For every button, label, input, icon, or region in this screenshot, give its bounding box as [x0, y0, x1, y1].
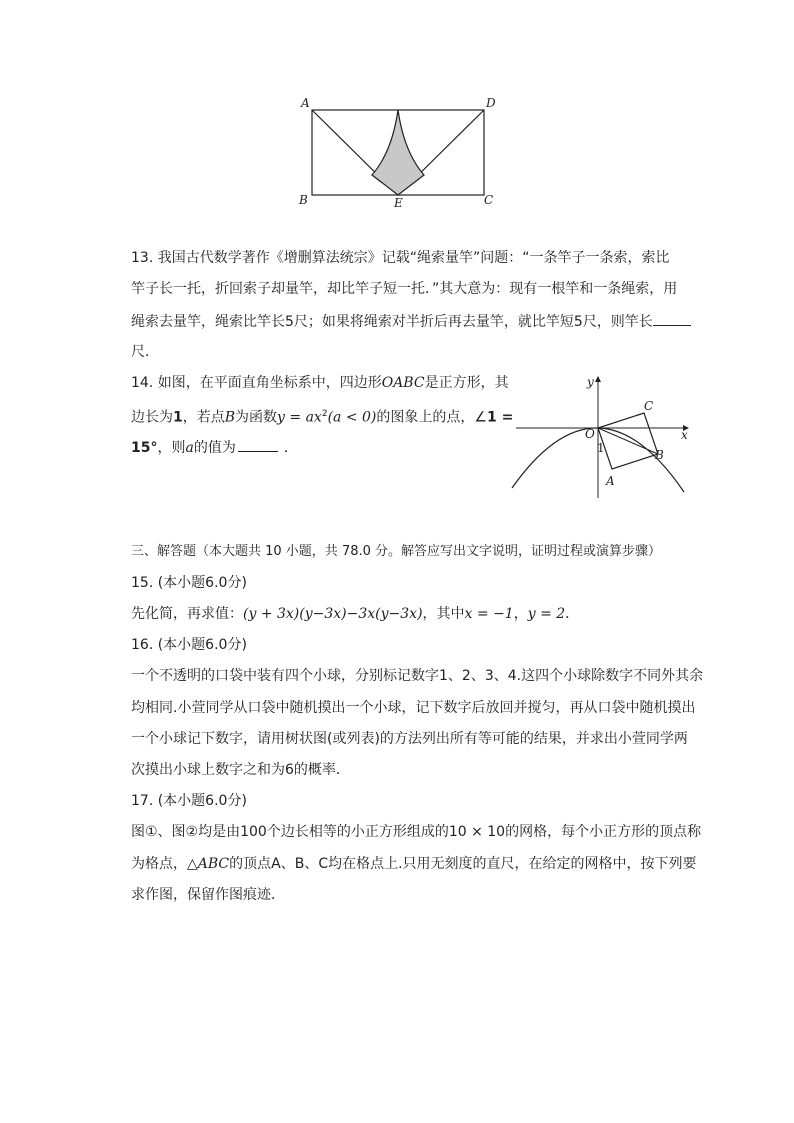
label-b: B: [299, 193, 308, 207]
q15-x-value: x = −1: [464, 606, 514, 622]
q14-function: y = ax: [277, 409, 322, 426]
q14-text-a: 14. 如图，在平面直角坐标系中，四边形: [131, 375, 382, 391]
q16-line2: 均相同.小萱同学从口袋中随机摸出一个小球，记下数字后放回并搅匀，再从口袋中随机摸出: [131, 700, 696, 716]
section3-title: 三、解答题（本大题共 10 小题，共 78.0 分。解答应写出文字说明，证明过程或演算步骤）: [131, 544, 662, 559]
q17-text: 的顶点A、B、C均在格点上.只用无刻度的直尺，在给定的网格中，按下列要: [229, 856, 697, 872]
q14-text: ，则: [157, 440, 186, 456]
q14-text: 边长为: [131, 409, 173, 426]
point-label-o: O: [585, 427, 595, 441]
point-label-a: A: [606, 474, 615, 488]
point-label-c: C: [644, 399, 654, 413]
q14-text: 为函数: [235, 409, 278, 426]
q14-text: ．: [283, 440, 298, 456]
q16-line3: 一个小球记下数字，请用树状图(或列表)的方法列出所有等可能的结果，并求出小萱同学两: [131, 731, 688, 747]
q15-body: [131, 605, 579, 623]
q17-line2: [131, 855, 697, 873]
q17-line3: 求作图，保留作图痕迹．: [131, 887, 285, 903]
q15-expression: (y + 3x)(y−3x)−3x(y−3x): [243, 606, 423, 622]
q15-head: 15. (本小题6.0分): [131, 575, 247, 591]
q15-text: 先化简，再求值：: [131, 606, 243, 622]
q14-text: 的图象上的点，∠: [376, 409, 487, 426]
point-label-b: B: [655, 448, 664, 462]
q17-head: 17. (本小题6.0分): [131, 793, 247, 809]
angle-label-1: 1: [597, 441, 605, 455]
q14-condition: (a < 0): [327, 409, 377, 426]
q14-degrees: 15°: [131, 440, 158, 456]
q17-triangle: △ABC: [187, 856, 230, 872]
q14-point-b: B: [224, 409, 236, 426]
label-e: E: [394, 196, 403, 210]
q15-text: ，其中: [422, 606, 465, 622]
q14-angle: 1 =: [486, 409, 514, 426]
q16-line4: 次摸出小球上数字之和为6的概率．: [131, 762, 350, 778]
q14-text: ，若点: [182, 409, 225, 426]
q14-text: 的值为: [193, 440, 236, 456]
q13-line4: 尺．: [131, 344, 159, 360]
q17-line1: 图①、图②均是由100个边长相等的小正方形组成的10 × 10的网格，每个小正方形的顶点称: [131, 824, 702, 840]
label-d: D: [486, 96, 496, 110]
q17-text: 为格点，: [131, 856, 187, 872]
q15-text: ，: [513, 606, 528, 622]
q13-line2: 竿子长一托，折回索子却量竿，却比竿子短一托．”其大意为：现有一根竿和一条绳索，用: [131, 281, 678, 297]
label-c: C: [484, 193, 494, 207]
axis-label-x: x: [681, 428, 688, 442]
q14-num: 1: [173, 409, 183, 426]
label-a: A: [301, 96, 310, 110]
q15-text: ．: [565, 606, 580, 622]
figure-parabola: [0, 0, 794, 560]
q16-line1: 一个不透明的口袋中装有四个小球，分别标记数字1、2、3、4.这四个小球除数字不同外其余: [131, 668, 704, 684]
q15-y-value: y = 2: [527, 606, 566, 622]
q13-line3-text: 绳索去量竿，绳索比竿长5尺；如果将绳索对半折后再去量竿，就比竿短5尺，则竿长: [131, 314, 653, 330]
axis-label-y: y: [587, 375, 594, 389]
q14-text-c: 是正方形，其: [424, 375, 509, 391]
q14-var-a: a: [185, 440, 194, 456]
diagonal-ob: [598, 428, 658, 454]
q13-line1: 13. 我国古代数学著作《增删算法统宗》记载“绳索量竿”问题：“一条竿子一条索，索比: [131, 250, 670, 266]
q14-exponent: 2: [321, 409, 328, 419]
q16-head: 16. (本小题6.0分): [131, 637, 247, 653]
q14-oabc: OABC: [381, 375, 425, 391]
